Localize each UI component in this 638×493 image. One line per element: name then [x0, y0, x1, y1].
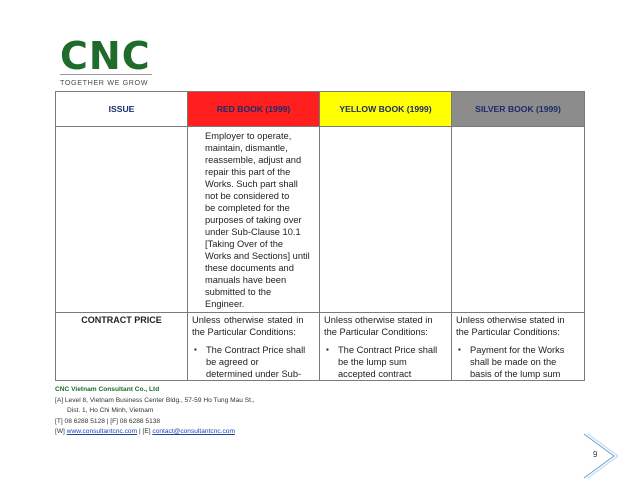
silver-bullet-line: shall be made on the: [470, 357, 557, 367]
continued-line: Works and Sections] until: [205, 251, 310, 261]
yellow-bullet: [320, 344, 451, 380]
continued-line: be completed for the: [205, 203, 290, 213]
footer-address-line2: Dist. 1, Ho Chi Minh, Vietnam: [67, 407, 154, 414]
logo-mark: CNC: [60, 34, 151, 78]
continued-text: [188, 127, 319, 310]
footer-email-prefix: | [E]: [137, 428, 153, 435]
silver-intro: [452, 313, 584, 338]
logo-tagline: TOGETHER WE GROW: [60, 74, 152, 87]
footer: [55, 385, 255, 438]
continued-row: [56, 127, 585, 313]
red-bullet-line: determined under Sub-: [206, 369, 302, 379]
contract-price-red-cell: [188, 313, 320, 381]
continued-line: not be considered to: [205, 191, 290, 201]
continued-red-cell: [188, 127, 320, 313]
page-badge-icon: [578, 432, 618, 480]
yellow-bullet-line: The Contract Price shall: [338, 345, 438, 355]
bullet-icon: ▪: [194, 345, 197, 354]
yellow-bullet-line: accepted contract: [338, 369, 412, 379]
red-intro: [188, 313, 319, 338]
yellow-intro-line: the Particular Conditions:: [324, 327, 428, 337]
red-bullet-line: be agreed or: [206, 357, 259, 367]
footer-website-link[interactable]: www.consultantcnc.com: [66, 428, 138, 435]
header-issue: ISSUE: [56, 92, 188, 127]
silver-intro-line: Unless otherwise stated in: [456, 315, 565, 325]
footer-email-link[interactable]: contact@consultantcnc.com: [152, 428, 235, 435]
continued-line: Employer to operate,: [205, 131, 292, 141]
comparison-table: [55, 91, 585, 381]
yellow-intro-line: Unless otherwise stated in: [324, 315, 433, 325]
continued-line: reassemble, adjust and: [205, 155, 302, 165]
footer-address-line1: [A] Level 8, Vietnam Business Center Bldg., 57-59 Ho Tung Mau St.,: [55, 396, 255, 404]
silver-bullet: [452, 344, 584, 380]
footer-contact: [55, 427, 255, 438]
silver-intro-line: the Particular Conditions:: [456, 327, 560, 337]
continued-issue-cell: [56, 127, 188, 313]
red-bullet-line: The Contract Price shall: [206, 345, 306, 355]
header-silver-book: SILVER BOOK (1999): [452, 92, 585, 127]
red-bullet: [188, 344, 319, 380]
footer-web-prefix: [W]: [55, 428, 67, 435]
red-intro-line: Unless otherwise stated in: [192, 315, 304, 325]
continued-line: maintain, dismantle,: [205, 143, 288, 153]
header-yellow-book: YELLOW BOOK (1999): [320, 92, 452, 127]
page-number: 9: [593, 450, 598, 459]
yellow-bullet-line: be the lump sum: [338, 357, 407, 367]
continued-line: repair this part of the: [205, 167, 291, 177]
red-intro-line: the Particular Conditions:: [192, 327, 296, 337]
bullet-icon: ▪: [458, 345, 461, 354]
company-logo: [60, 36, 160, 87]
continued-line: manuals have been: [205, 275, 287, 285]
continued-yellow-cell: [320, 127, 452, 313]
contract-price-label-cell: [56, 313, 188, 381]
footer-company: CNC Vietnam Consultant Co., Ltd: [55, 386, 160, 393]
continued-line: submitted to the: [205, 287, 272, 297]
continued-line: under Sub-Clause 10.1: [205, 227, 301, 237]
contract-price-silver-cell: [452, 313, 585, 381]
continued-line: purposes of taking over: [205, 215, 302, 225]
yellow-intro: [320, 313, 451, 338]
contract-price-label: CONTRACT PRICE: [81, 315, 162, 325]
silver-bullet-line: Payment for the Works: [470, 345, 565, 355]
silver-bullet-line: basis of the lump sum: [470, 369, 561, 379]
continued-line: Engineer.: [205, 299, 245, 309]
header-row: [56, 92, 585, 127]
header-red-book: RED BOOK (1999): [188, 92, 320, 127]
continued-line: [Taking Over of the: [205, 239, 284, 249]
continued-line: Works. Such part shall: [205, 179, 298, 189]
contract-price-yellow-cell: [320, 313, 452, 381]
continued-line: these documents and: [205, 263, 294, 273]
contract-price-row: [56, 313, 585, 381]
continued-silver-cell: [452, 127, 585, 313]
bullet-icon: ▪: [326, 345, 329, 354]
footer-phone: [T] 08 6288 5128 | [F] 08 6288 5138: [55, 417, 161, 425]
